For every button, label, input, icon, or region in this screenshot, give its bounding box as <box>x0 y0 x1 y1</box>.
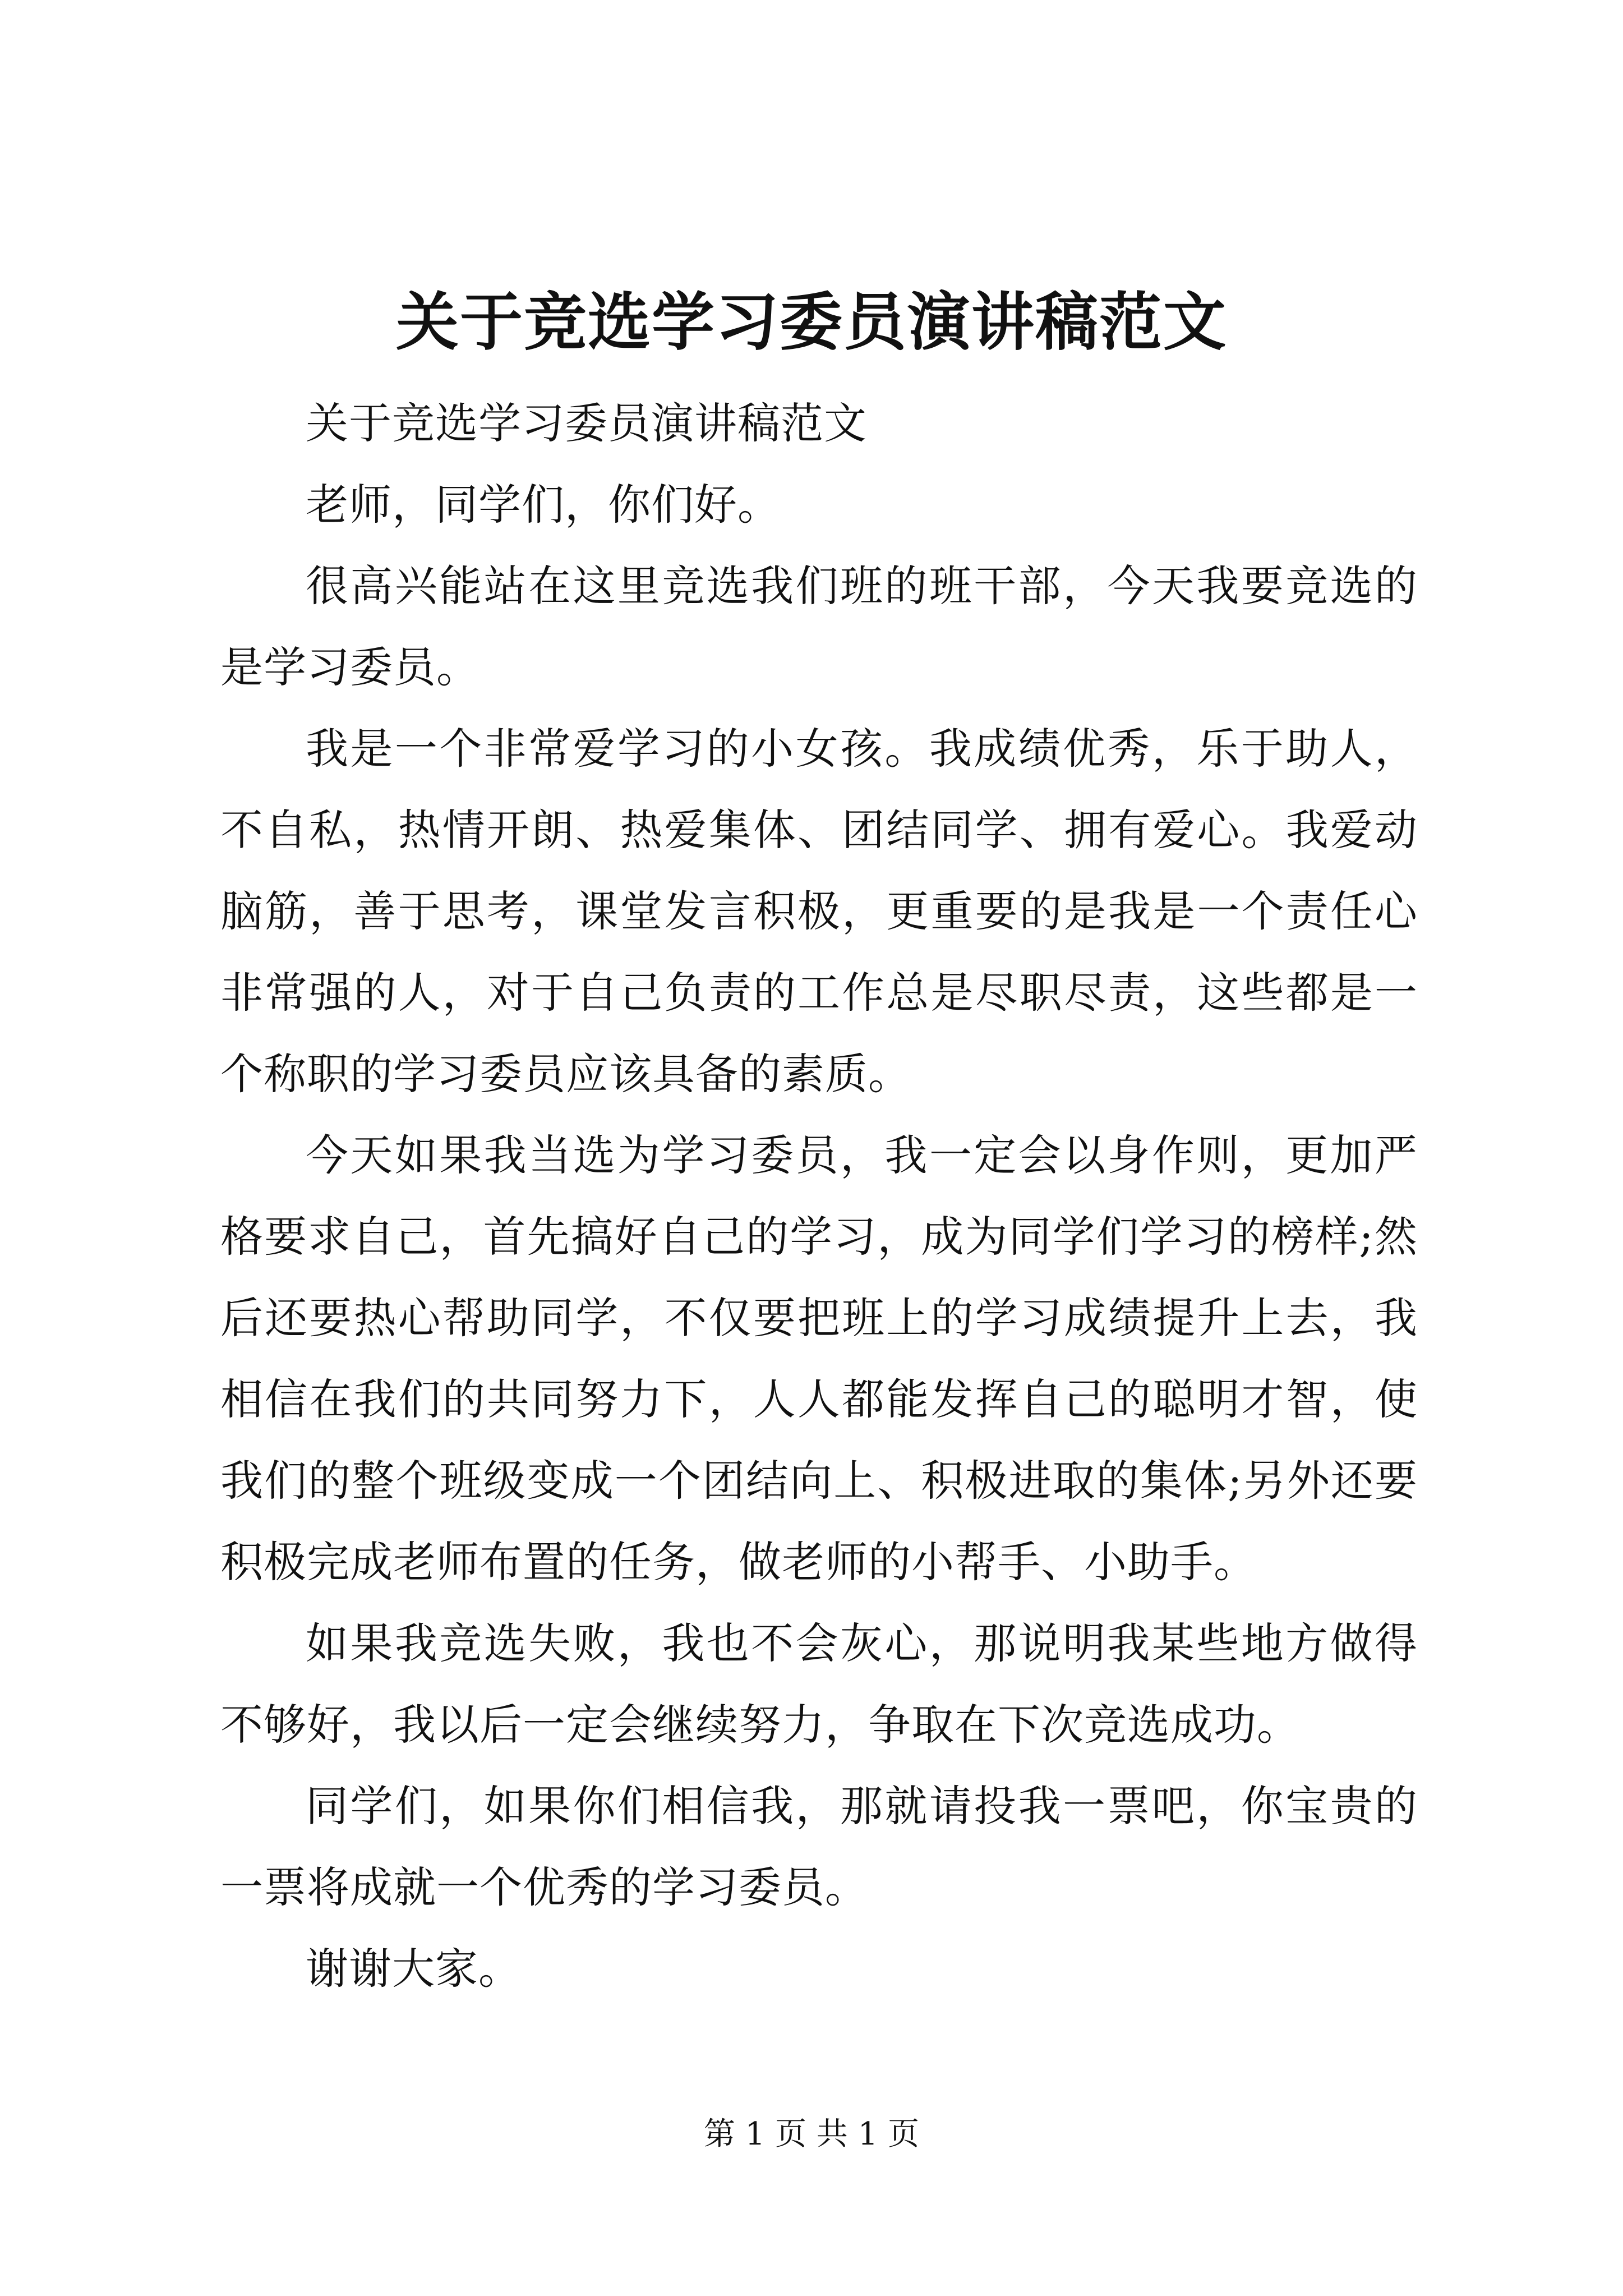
document-title: 关于竞选学习委员演讲稿范文 <box>396 286 1227 359</box>
paragraph: 今天如果我当选为学习委员，我一定会以身作则，更加严格要求自己，首先搞好自己的学习，成为同学们学习的榜样;然后还要热心帮助同学，不仅要把班上的学习成绩提升上去，我相信在我们的共同努力下，人人都能发挥自己的聪明才智，使我们的整个班级变成一个团结向上、积极进取的集体;另外还要积极完成老师布置的任务，做老师的小帮手、小助手。 <box>220 1130 1418 1587</box>
paragraph: 如果我竞选失败，我也不会灰心，那说明我某些地方做得不够好，我以后一定会继续努力，争取在下次竞选成功。 <box>220 1618 1418 1750</box>
paragraph: 谢谢大家。 <box>306 1944 522 1994</box>
paragraph: 关于竞选学习委员演讲稿范文 <box>306 398 867 448</box>
document-body <box>220 383 1418 2009</box>
paragraph: 我是一个非常爱学习的小女孩。我成绩优秀，乐于助人，不自私，热情开朗、热爱集体、团结同学、拥有爱心。我爱动脑筋，善于思考，课堂发言积极，更重要的是我是一个责任心非常强的人，对于自己负责的工作总是尽职尽责，这些都是一个称职的学习委员应该具备的素质。 <box>220 724 1418 1099</box>
page-footer: 第 1 页 共 1 页 <box>703 2116 920 2152</box>
paragraph: 老师，同学们，你们好。 <box>306 480 781 530</box>
paragraph: 同学们，如果你们相信我，那就请投我一票吧，你宝贵的一票将成就一个优秀的学习委员。 <box>220 1781 1418 1912</box>
paragraph: 很高兴能站在这里竞选我们班的班干部，今天我要竞选的是学习委员。 <box>220 561 1418 692</box>
